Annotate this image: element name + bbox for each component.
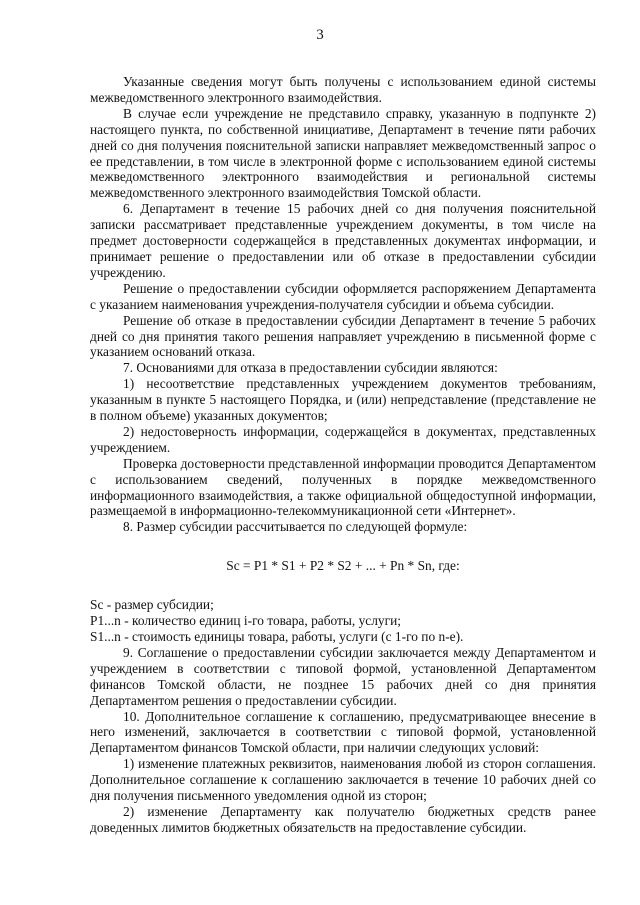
paragraph: Решение об отказе в предоставлении субсидии Департамент в течение 5 рабочих дней со дня принятия такого решения направляет учреждению в письменной форме с указанием оснований отказа.: [90, 312, 596, 360]
paragraph: Проверка достоверности представленной информации проводится Департаментом с использованием сведений, полученных в порядке межведомственного информационного взаимодействия, а также официальной общедоступной информации, размещаемой в информационно-телекоммуникационной сети «Интернет».: [90, 455, 596, 519]
paragraph: Указанные сведения могут быть получены с использованием единой системы межведомственного электронного взаимодействия.: [90, 74, 596, 105]
paragraph: В случае если учреждение не представило справку, указанную в подпункте 2) настоящего пункта, по собственной инициативе, Департамент в течение пяти рабочих дней со дня получения пояснительной записки направляет межведомственный запрос о ее представлении, в том числе в электронной форме с использованием единой системы межведомственного электронного взаимодействия и региональной системы межведомственного электронного взаимодействия Томской области.: [90, 105, 596, 201]
document-body: [90, 74, 596, 836]
paragraph: 2) недостоверность информации, содержащейся в документах, представленных учреждением.: [90, 423, 596, 455]
page-number: 3: [316, 27, 324, 43]
definition-item: S1...n - стоимость единицы товара, работы, услуги (с 1-го по n-е).: [90, 629, 464, 644]
paragraph: 9. Соглашение о предоставлении субсидии заключается между Департаментом и учреждением в соответствии с типовой формой, установленной Департаментом финансов Томской области, не позднее 15 рабочих дней со дня принятия Департаментом решения о предоставлении субсидии.: [90, 644, 596, 708]
paragraph: 10. Дополнительное соглашение к соглашению, предусматривающее внесение в него изменений, заключается в соответствии с типовой формой, установленной Департаментом финансов Томской области, при наличии следующих условий:: [90, 708, 596, 756]
paragraph: 1) изменение платежных реквизитов, наименования любой из сторон соглашения. Дополнительное соглашение к соглашению заключается в течение 10 рабочих дней со дня получения письменного уведомления одной из сторон;: [90, 756, 596, 804]
paragraph: 7. Основаниями для отказа в предоставлении субсидии являются:: [123, 360, 498, 376]
definition-item: P1...n - количество единиц i-го товара, работы, услуги;: [90, 613, 401, 629]
definition-item: Sc - размер субсидии;: [90, 597, 214, 613]
paragraph: 6. Департамент в течение 15 рабочих дней со дня получения пояснительной записки рассматривает представленные учреждением документы, в том числе на предмет достоверности содержащейся в представленных документах информации, и принимает решение о предоставлении или об отказе в предоставлении субсидии учреждению.: [90, 201, 596, 280]
paragraph: Решение о предоставлении субсидии оформляется распоряжением Департамента с указанием наименования учреждения-получателя субсидии и объема субсидии.: [90, 280, 596, 312]
paragraph: 8. Размер субсидии рассчитывается по следующей формуле:: [123, 519, 468, 535]
subsidy-formula: Sc = P1 * S1 + P2 * S2 + ... + Pn * Sn, где:: [226, 558, 460, 574]
paragraph: 2) изменение Департаменту как получателю бюджетных средств ранее доведенных лимитов бюджетных обязательств на предоставление субсидии.: [90, 803, 596, 835]
paragraph: 1) несоответствие представленных учреждением документов требованиям, указанным в пункте 5 настоящего Порядка, и (или) непредставление (представление не в полном объеме) указанных документов;: [90, 376, 596, 424]
